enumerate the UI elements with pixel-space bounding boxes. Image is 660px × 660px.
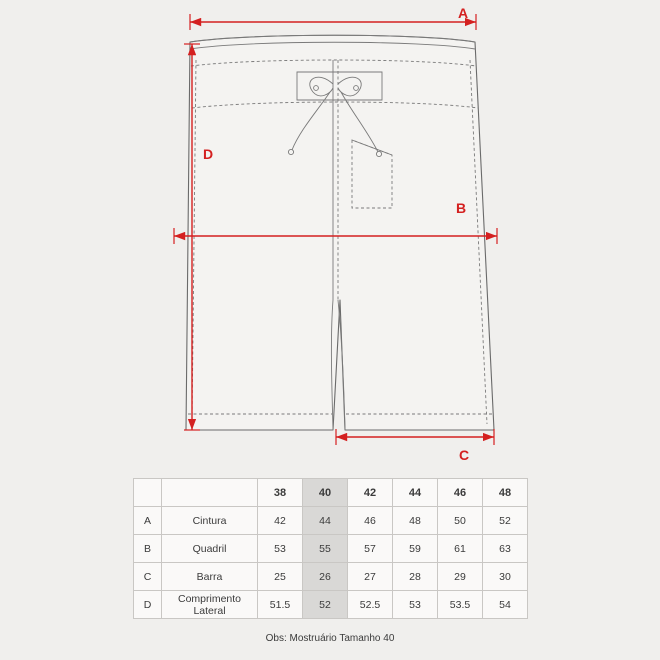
cell-c-38: 25 [258, 563, 303, 591]
table-row [134, 563, 528, 591]
table-header-row [134, 479, 528, 507]
header-size-48: 48 [483, 479, 528, 507]
cell-b-42: 57 [348, 535, 393, 563]
header-size-44: 44 [393, 479, 438, 507]
cell-d-48: 54 [483, 591, 528, 619]
cell-d-44: 53 [393, 591, 438, 619]
cell-c-44: 28 [393, 563, 438, 591]
row-name-cintura: Cintura [162, 507, 258, 535]
cell-a-38: 42 [258, 507, 303, 535]
header-size-38: 38 [258, 479, 303, 507]
dimension-label-c: C [459, 447, 470, 463]
dimension-label-d: D [203, 146, 214, 162]
cell-d-40: 52 [303, 591, 348, 619]
table-row [134, 507, 528, 535]
header-size-46: 46 [438, 479, 483, 507]
cell-c-46: 29 [438, 563, 483, 591]
cell-c-42: 27 [348, 563, 393, 591]
table-row [134, 591, 528, 619]
row-letter-a: A [134, 507, 162, 535]
dimension-label-a: A [458, 5, 469, 21]
cell-b-46: 61 [438, 535, 483, 563]
row-letter-c: C [134, 563, 162, 591]
cell-a-48: 52 [483, 507, 528, 535]
row-name-comprimento-lateral: Comprimento Lateral [162, 591, 258, 619]
cell-d-38: 51.5 [258, 591, 303, 619]
measurements-table-wrapper [133, 478, 527, 619]
row-letter-d: D [134, 591, 162, 619]
cell-c-40: 26 [303, 563, 348, 591]
cell-a-44: 48 [393, 507, 438, 535]
cell-b-40: 55 [303, 535, 348, 563]
cell-b-44: 59 [393, 535, 438, 563]
header-size-40: 40 [303, 479, 348, 507]
cell-b-48: 63 [483, 535, 528, 563]
measurements-table [133, 478, 528, 619]
cell-a-42: 46 [348, 507, 393, 535]
footnote: Obs: Mostruário Tamanho 40 [265, 633, 395, 644]
row-letter-b: B [134, 535, 162, 563]
header-letter-blank [134, 479, 162, 507]
cell-a-46: 50 [438, 507, 483, 535]
table-row [134, 535, 528, 563]
cell-d-46: 53.5 [438, 591, 483, 619]
header-size-42: 42 [348, 479, 393, 507]
dimension-label-b: B [456, 200, 467, 216]
header-name-blank [162, 479, 258, 507]
cell-b-38: 53 [258, 535, 303, 563]
row-name-quadril: Quadril [162, 535, 258, 563]
cell-a-40: 44 [303, 507, 348, 535]
cell-c-48: 30 [483, 563, 528, 591]
cell-d-42: 52.5 [348, 591, 393, 619]
row-name-barra: Barra [162, 563, 258, 591]
shorts-outline [186, 35, 494, 430]
